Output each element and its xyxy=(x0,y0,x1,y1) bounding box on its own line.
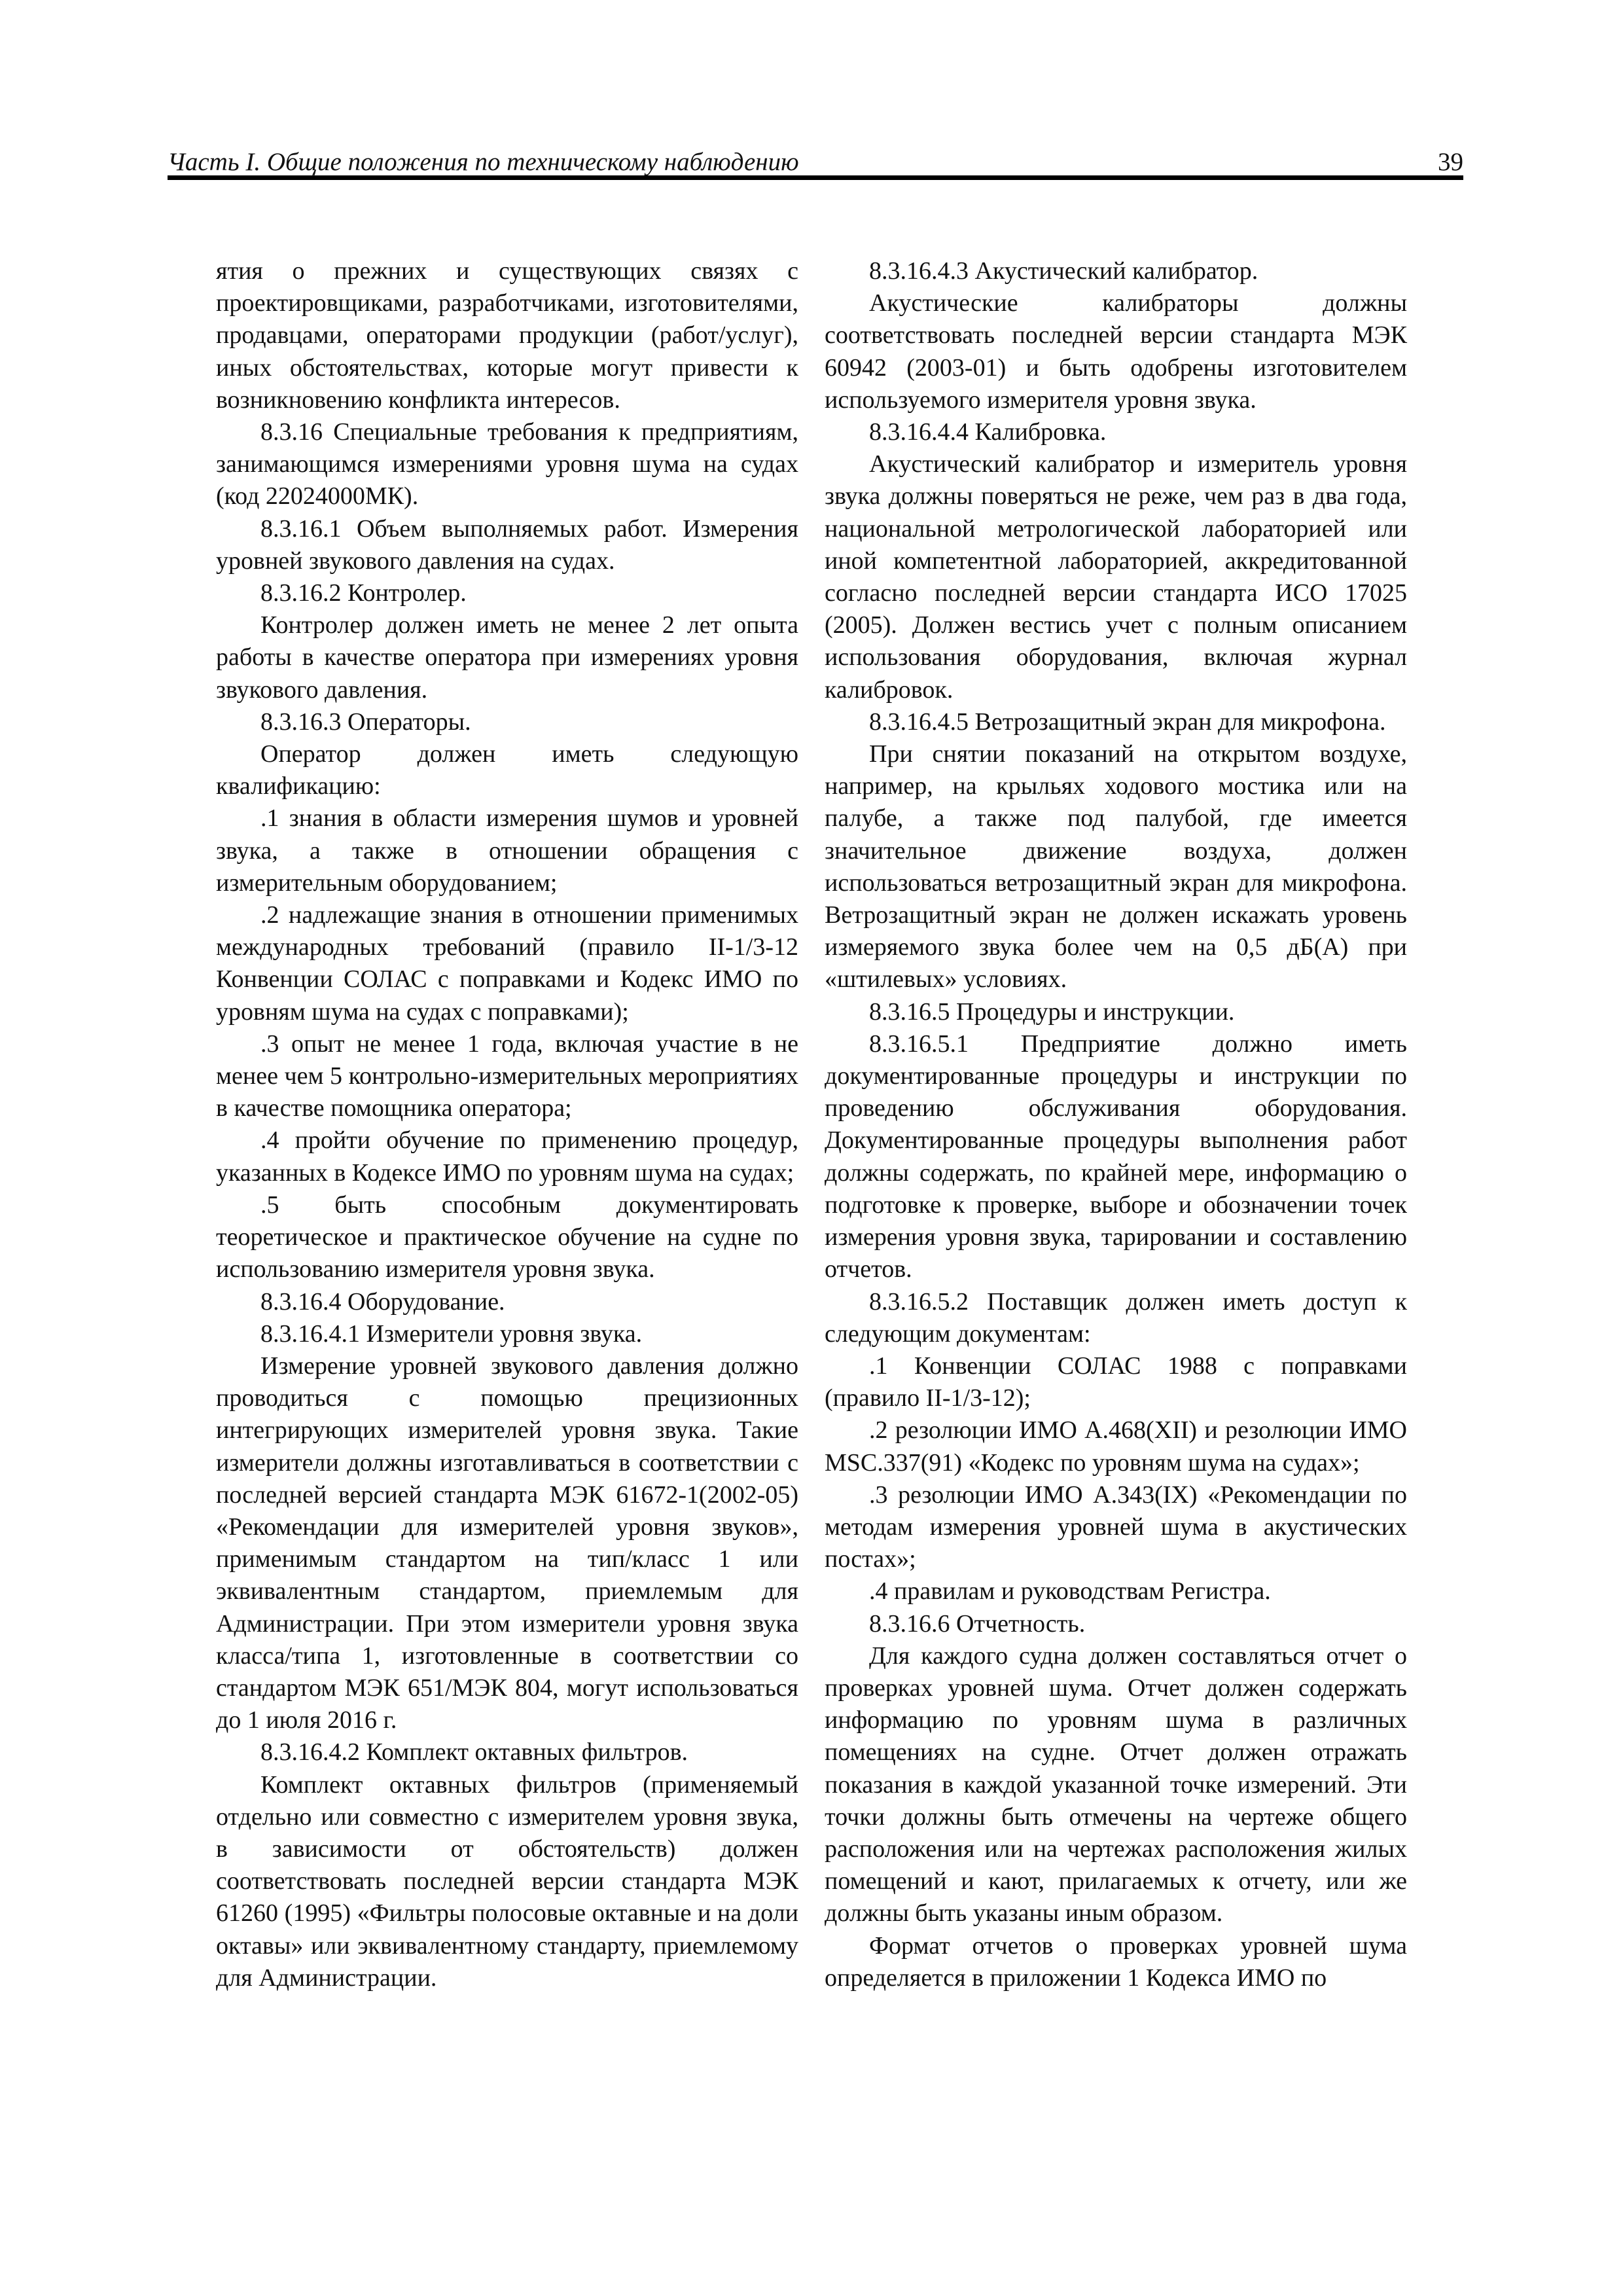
paragraph: При снятии показаний на открытом воздухе, например, на крыльях ходового мостика или на палубе, а также под палубой, где имеется значительное движение воздуха, должен использоваться ветрозащитный экран для микрофона. Ветрозащитный экран не должен искажать уровень измеряемого звука более чем на 0,5 дБ(А) при «штилевых» условиях. xyxy=(825,740,1407,994)
paragraph: Оператор должен иметь следующую квалификацию: xyxy=(216,740,798,800)
right-column xyxy=(825,255,1407,1994)
paragraph: Комплект октавных фильтров (применяемый отдельно или совместно с измерителем уровня звука, в зависимости от обстоятельств) должен соответствовать последней версии стандарта МЭК 61260 (1995) «Фильтры полосовые октавные и на доли октавы» или эквивалентному стандарту, приемлемому для Администрации. xyxy=(216,1770,798,1992)
paragraph: Контролер должен иметь не менее 2 лет опыта работы в качестве оператора при измерениях уровня звукового давления. xyxy=(216,611,798,704)
paragraph: Для каждого судна должен составляться отчет о проверках уровней шума. Отчет должен содержать информацию по уровням шума в различных помещениях на судне. Отчет должен отражать показания в каждой указанной точке измерений. Эти точки должны быть отмечены на чертеже общего расположения или на чертежах расположения жилых помещений и кают, прилагаемых к отчету, или же должны быть указаны иным образом. xyxy=(825,1641,1407,1928)
paragraph: 8.3.16.1 Объем выполняемых работ. Измерения уровней звукового давления на судах. xyxy=(216,514,798,575)
paragraph: 8.3.16.5.2 Поставщик должен иметь доступ к следующим документам: xyxy=(825,1287,1407,1348)
list-item: .3 опыт не менее 1 года, включая участие в не менее чем 5 контрольно-измерительных мероприятиях в качестве помощника оператора; xyxy=(216,1030,798,1122)
section-heading: 8.3.16.4 Оборудование. xyxy=(260,1287,505,1316)
list-item: .2 надлежащие знания в отношении применимых международных требований (правило II-1/3-12 Конвенции СОЛАС с поправками и Кодекс ИМО по уровням шума на судах с поправками); xyxy=(216,901,798,1026)
header-rule xyxy=(168,175,1463,180)
paragraph: Акустический калибратор и измеритель уровня звука должны поверяться не реже, чем раз в два года, национальной метрологической лабораторией или иной компетентной лабораторией, аккредитованной согласно последней версии стандарта ИСО 17025 (2005). Должен вестись учет с полным описанием использования оборудования, включая журнал калибровок. xyxy=(825,450,1407,704)
list-item: .1 Конвенции СОЛАС 1988 с поправками (правило II-1/3-12); xyxy=(825,1352,1407,1412)
paragraph: Формат отчетов о проверках уровней шума определяется в приложении 1 Кодекса ИМО по xyxy=(825,1931,1407,1992)
list-item: .4 правилам и руководствам Регистра. xyxy=(869,1577,1271,1605)
paragraph: 8.3.16.5.1 Предприятие должно иметь документированные процедуры и инструкции по проведению обслуживания оборудования. Документированные процедуры выполнения работ должны содержать, по крайней мере, информацию о подготовке к проверке, выборе и обозначении точек измерения уровня звука, тарировании и составлению отчетов. xyxy=(825,1030,1407,1283)
section-heading: 8.3.16.4.2 Комплект октавных фильтров. xyxy=(260,1738,688,1767)
page-number: 39 xyxy=(1438,148,1463,176)
section-heading: 8.3.16 Специальные требования к предприятиям, занимающимся измерениями уровня шума на судах (код 22024000МК). xyxy=(216,418,798,511)
paragraph: Измерение уровней звукового давления должно проводиться с помощью прецизионных интегрирующих измерителей уровня звука. Такие измерители должны изготавливаться в соответствии с последней версией стандарта МЭК 61672-1(2002-05) «Рекомендации для измерителей уровня звуков», применимым стандартом на тип/класс 1 или эквивалентным стандартом, приемлемым для Администрации. При этом измерители уровня звука класса/типа 1, изготовленные в соответствии со стандартом МЭК 651/МЭК 804, могут использоваться до 1 июля 2016 г. xyxy=(216,1352,798,1734)
paragraph: Акустические калибраторы должны соответствовать последней версии стандарта МЭК 60942 (2003-01) и быть одобрены изготовителем используемого измерителя уровня звука. xyxy=(825,289,1407,414)
section-heading: 8.3.16.4.1 Измерители уровня звука. xyxy=(260,1319,643,1348)
left-column xyxy=(216,255,798,1994)
section-heading: 8.3.16.6 Отчетность. xyxy=(869,1609,1086,1638)
list-item: .2 резолюции ИМО А.468(XII) и резолюции ИМО MSC.337(91) «Кодекс по уровням шума на судах»; xyxy=(825,1416,1407,1477)
section-heading: 8.3.16.4.3 Акустический калибратор. xyxy=(869,257,1258,285)
header-title: Часть I. Общие положения по техническому наблюдению xyxy=(168,148,799,176)
paragraph: ятия о прежних и существующих связях с проектировщиками, разработчиками, изготовителями, продавцами, операторами продукции (работ/услуг), иных обстоятельствах, которые могут привести к возникновению конфликта интересов. xyxy=(216,257,798,414)
list-item: .3 резолюции ИМО А.343(IX) «Рекомендации по методам измерения уровней шума в акустических постах»; xyxy=(825,1480,1407,1573)
section-heading: 8.3.16.2 Контролер. xyxy=(260,579,467,607)
list-item: .5 быть способным документировать теоретическое и практическое обучение на судне по использованию измерителя уровня звука. xyxy=(216,1191,798,1283)
list-item: .4 пройти обучение по применению процедур, указанных в Кодексе ИМО по уровням шума на судах; xyxy=(216,1126,798,1187)
section-heading: 8.3.16.5 Процедуры и инструкции. xyxy=(869,997,1235,1026)
section-heading: 8.3.16.3 Операторы. xyxy=(260,708,471,736)
section-heading: 8.3.16.4.4 Калибровка. xyxy=(869,418,1107,446)
section-heading: 8.3.16.4.5 Ветрозащитный экран для микрофона. xyxy=(869,708,1386,736)
list-item: .1 знания в области измерения шумов и уровней звука, а также в отношении обращения с измерительным оборудованием; xyxy=(216,804,798,897)
